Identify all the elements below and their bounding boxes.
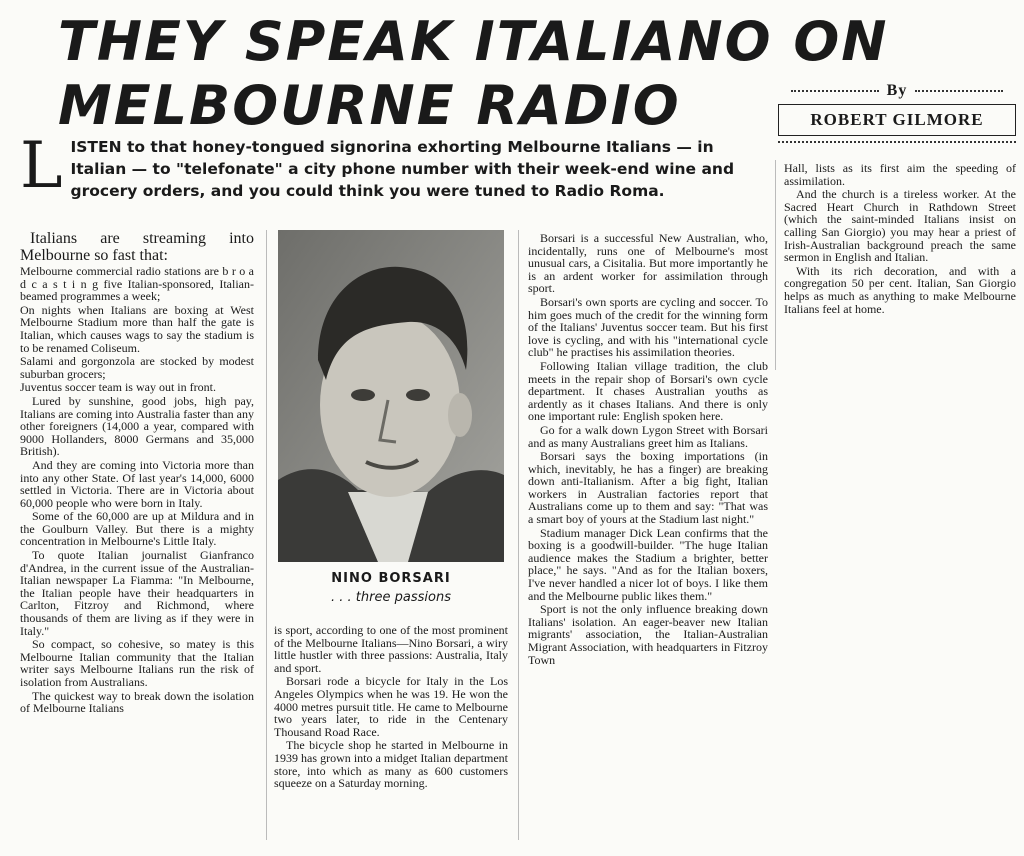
intro-text: ISTEN to that honey-tongued signorina exhorting Melbourne Italians — in Italian — to "telefonate" a city phone number with their week-end wine and grocery orders, and you could think you were tuned to Radio Roma.	[70, 138, 735, 200]
body-paragraph: is sport, according to one of the most prominent of the Melbourne Italians—Nino Borsari, a wiry little hustler with three passions: Australia, Italy and sport.	[274, 623, 508, 675]
byline-by: By	[778, 82, 1016, 100]
photo-caption-subtitle: . . . three passions	[331, 590, 451, 605]
byline-divider	[778, 141, 1016, 143]
body-paragraph: Some of the 60,000 are up at Mildura and in the Goulburn Valley. But there is a mighty concentration in Melbourne's Little Italy.	[20, 509, 254, 549]
intro-paragraph	[20, 129, 772, 203]
body-paragraph: Go for a walk down Lygon Street with Borsari and as many Australians greet him as Italians.	[528, 422, 768, 450]
drop-cap: L	[20, 129, 63, 203]
portrait-illustration	[278, 230, 504, 562]
column-divider	[775, 160, 776, 370]
body-paragraph: Hall, lists as its first aim the speeding of assimilation.	[784, 161, 1016, 188]
column-divider	[518, 230, 519, 840]
bullet-paragraph: Juventus soccer team is way out in front.	[20, 380, 216, 395]
body-paragraph: Borsari says the boxing importations (in which, inevitably, he has a finger) are breaking down anti-Italianism. After a big fight, Italian workers in Australian factories report that Australians come up to them and say: "That was a smart boy of yours at the Stadium last night."	[528, 449, 768, 527]
bullet-paragraph: Melbourne commercial radio stations are b r o a d c a s t i n g five Italian-sponsored, Italian-beamed programmes a week;	[20, 264, 254, 304]
article-column-4	[784, 162, 1016, 316]
photo-caption-name: NINO BORSARI	[331, 571, 451, 586]
body-paragraph: Stadium manager Dick Lean confirms that the boxing is a goodwill-builder. "The huge Italian audience makes the Stadium a brighter, better place," he says. "And as for the Italian boxers, I've never handled a nicer lot of boys. I like them and the Melbourne public likes them."	[528, 525, 768, 603]
body-paragraph: Lured by sunshine, good jobs, high pay, Italians are coming into Australia faster than any other foreigners (14,000 a year, compared with 9000 Hollanders, 8000 Germans and 35,000 British).	[20, 393, 254, 459]
author-name: ROBERT GILMORE	[778, 104, 1016, 136]
article-column-3	[528, 232, 768, 667]
portrait-photo	[278, 230, 504, 562]
body-paragraph: And the church is a tireless worker. At the Sacred Heart Church in Rathdown Street (which the saint-minded Italians insist on calling San Giorgio) you may hear a priest of Irish-Australian background preach the same sermon in English and Italian.	[784, 187, 1016, 265]
body-paragraph: Following Italian village tradition, the club meets in the repair shop of Borsari's own cycle department. It chases Australian youths as ardently as it chases Italians. And there is only one important rule: English spoken here.	[528, 358, 768, 424]
lead-sentence: Italians are streaming into Melbourne so fast that:	[20, 230, 254, 264]
body-paragraph: And they are coming into Victoria more than into any other State. Of last year's 14,000, 6000 settled in Victoria. There are in Victoria about 60,000 people who were born in Italy.	[20, 457, 254, 510]
body-paragraph: Borsari is a successful New Australian, who, incidentally, runs one of Melbourne's most unusual cars, a Cisitalia. But more importantly he is an ardent worker for assimilation through sport.	[528, 231, 768, 296]
body-paragraph: Borsari rode a bicycle for Italy in the Los Angeles Olympics when he was 19. He won the 4000 metres pursuit title. He came to Melbourne two years later, to ride in the Centenary Thousand Road Race.	[274, 674, 508, 739]
article-column-2	[274, 624, 508, 791]
body-paragraph: To quote Italian journalist Gianfranco d'Andrea, in the current issue of the Australian-Italian newspaper La Fiamma: "In Melbourne, the Italian people have their headquarters in Carlton, Fitzroy and Richmond, where thousands of them are living as if they were in Italy."	[20, 548, 254, 638]
body-paragraph: So compact, so cohesive, so matey is this Melbourne Italian community that the Italian writer says Melbourne Italians run the risk of isolation from Australians.	[20, 637, 254, 689]
bullet-paragraph: On nights when Italians are boxing at West Melbourne Stadium more than half the gate is Italian, which causes wags to say the stadium is to be renamed Coliseum.	[20, 302, 254, 355]
headline-line-2: MELBOURNE RADIO	[58, 74, 681, 137]
headline-line-1: THEY SPEAK ITALIANO ON	[58, 10, 889, 73]
article-column-1	[20, 230, 254, 716]
column-divider	[266, 230, 267, 840]
body-paragraph: With its rich decoration, and with a congregation 50 per cent. Italian, San Giorgio helps as much as anything to make Melbourne Italians feel at home.	[784, 263, 1016, 316]
byline	[778, 82, 1016, 143]
bullet-paragraph: Salami and gorgonzola are stocked by modest suburban grocers;	[20, 354, 254, 381]
body-paragraph: The quickest way to break down the isolation of Melbourne Italians	[20, 688, 254, 716]
body-paragraph: Borsari's own sports are cycling and soccer. To him goes much of the credit for the winning form of the Italians' Juventus soccer team. But his first love is cycling, and with his "international cycle club" he practises his assimilation theories.	[528, 294, 768, 360]
body-paragraph: The bicycle shop he started in Melbourne in 1939 has grown into a midget Italian department store, into which as many as 600 customers squeeze on a Saturday morning.	[274, 738, 508, 791]
body-paragraph: Sport is not the only influence breaking down Italians' isolation. An eager-beaver new Italian migrants' association, the Italian-Australian Migrant Association, with headquarters in Fitzroy Town	[528, 602, 768, 667]
